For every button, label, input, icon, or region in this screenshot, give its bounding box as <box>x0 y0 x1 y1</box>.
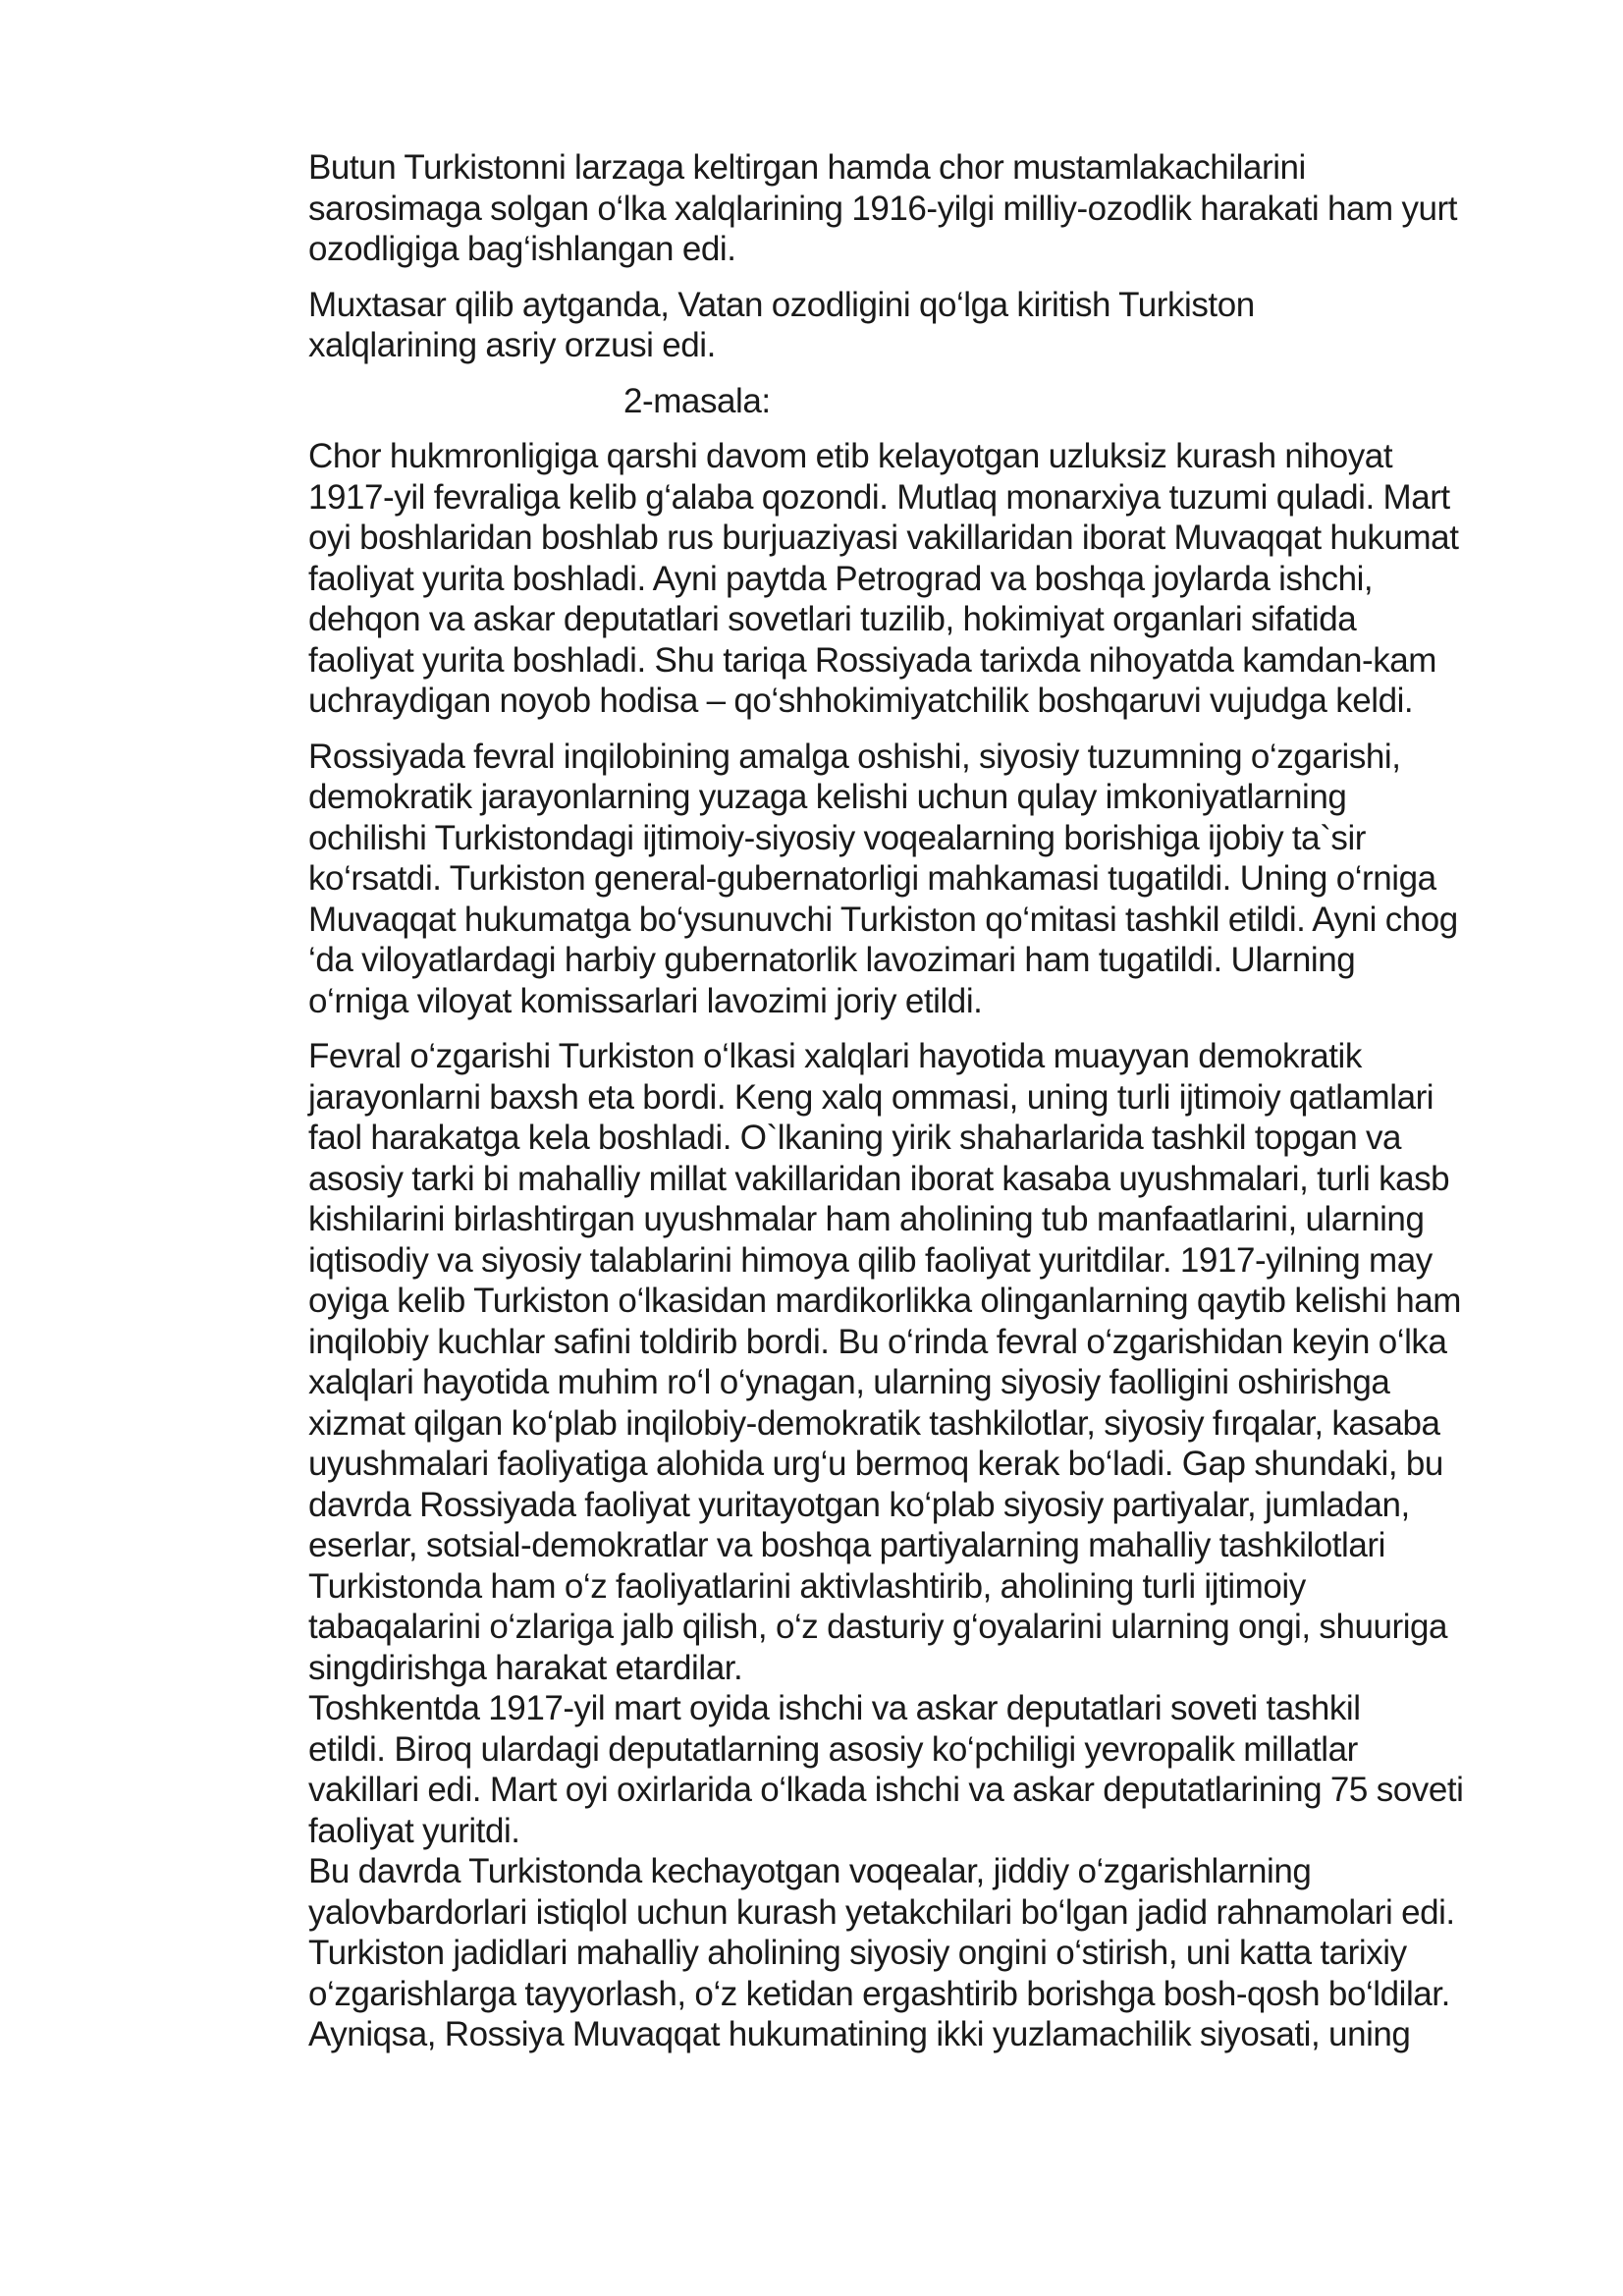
text-line: vakillari edi. Mart oyi oxirlarida o‘lkada ishchi va askar deputatlarining 75 soveti <box>308 1771 1464 1809</box>
text-line: faoliyat yuritdi. <box>308 1811 520 1850</box>
text-line: Turkistonda ham o‘z faoliyatlarini aktivlashtirib, aholining turli ijtimoiy <box>308 1566 1306 1606</box>
text-line: jarayonlarni baxsh eta bordi. Keng xalq ommasi, uning turli ijtimoiy qatlamlari <box>308 1077 1434 1117</box>
text-line: oyiga kelib Turkiston o‘lkasidan mardikorlikka olinganlarning qaytib kelishi ham <box>308 1282 1461 1320</box>
text-line: Muvaqqat hukumatga bo‘ysunuvchi Turkiston qo‘mitasi tashkil etildi. Ayni chog <box>308 900 1458 939</box>
text-line: tabaqalarini o‘zlariga jalb qilish, o‘z dasturiy g‘oyalarini ularning ongi, shuuriga <box>308 1608 1448 1646</box>
text-line: singdirishga harakat etardilar. <box>308 1648 743 1687</box>
text-line: dehqon va askar deputatlari sovetlari tuzilib, hokimiyat organlari sifatida <box>308 600 1357 638</box>
paragraph-summary <box>234 285 1530 366</box>
text-line: ochilishi Turkistondagi ijtimoiy-siyosiy voqealarning borishiga ijobiy ta`sir <box>308 818 1366 857</box>
text-line: eserlar, sotsial-demokratlar va boshqa partiyalarning mahalliy tashkilotlari <box>308 1526 1385 1564</box>
text-line: sarosimaga solgan o‘lka xalqlarining 1916-yilgi milliy-ozodlik harakati ham yurt <box>308 189 1457 228</box>
text-line: asosiy tarki bi mahalliy millat vakillaridan iborat kasaba uyushmalari, turli kasb <box>308 1159 1450 1198</box>
text-line: demokratik jarayonlarning yuzaga kelishi uchun qulay imkoniyatlarning <box>308 778 1347 816</box>
text-line: faoliyat yurita boshladi. Shu tariqa Rossiyada tarixda nihoyatda kamdan-kam <box>308 640 1437 680</box>
text-line: Rossiyada fevral inqilobining amalga oshishi, siyosiy tuzumning o‘zgarishi, <box>308 737 1401 776</box>
paragraph-democratic-processes <box>234 1036 1530 1688</box>
paragraph-jadid-leaders <box>234 1851 1530 2055</box>
text-line: Muxtasar qilib aytganda, Vatan ozodligini qo‘lga kiritish Turkiston <box>308 285 1255 324</box>
heading-text: 2-masala: <box>623 381 771 420</box>
paragraph-1916-uprising <box>234 147 1530 270</box>
text-line: davrda Rossiyada faoliyat yuritayotgan ko‘plab siyosiy partiyalar, jumladan, <box>308 1485 1410 1524</box>
text-line: o‘rniga viloyat komissarlari lavozimi joriy etildi. <box>308 981 983 1020</box>
text-line: iqtisodiy va siyosiy talablarini himoya qilib faoliyat yuritdilar. 1917-yilning may <box>308 1240 1433 1280</box>
text-line: xalqlarining asriy orzusi edi. <box>308 326 716 364</box>
text-line: xizmat qilgan ko‘plab inqilobiy-demokratik tashkilotlar, siyosiy fırqalar, kasaba <box>308 1403 1440 1443</box>
text-line: o‘zgarishlarga tayyorlash, o‘z ketidan ergashtirib borishga bosh-qosh bo‘ldilar. <box>308 1974 1450 2013</box>
text-line: ozodligiga bag‘ishlangan edi. <box>308 230 736 268</box>
text-line: xalqlari hayotida muhim ro‘l o‘ynagan, ularning siyosiy faolligini oshirishga <box>308 1363 1390 1401</box>
text-line: etildi. Biroq ulardagi deputatlarning asosiy ko‘pchiligi yevropalik millatlar <box>308 1729 1358 1769</box>
text-line: inqilobiy kuchlar safini toldirib bordi. Bu o‘rinda fevral o‘zgarishidan keyin o‘lka <box>308 1322 1447 1361</box>
text-line: 1917-yil fevraliga kelib g‘alaba qozondi. Mutlaq monarxiya tuzumi quladi. Mart <box>308 477 1450 517</box>
text-line: Fevral o‘zgarishi Turkiston o‘lkasi xalqlari hayotida muayyan demokratik <box>308 1037 1362 1075</box>
section-heading <box>234 381 1530 422</box>
text-line: Butun Turkistonni larzaga keltirgan hamda chor mustamlakachilarini <box>308 148 1306 187</box>
text-line: yalovbardorlari istiqlol uchun kurash yetakchilari bo‘lgan jadid rahnamolari edi. <box>308 1892 1455 1932</box>
text-line: Chor hukmronligiga qarshi davom etib kelayotgan uzluksiz kurash nihoyat <box>308 437 1393 475</box>
text-line: ko‘rsatdi. Turkiston general-gubernatorligi mahkamasi tugatildi. Uning o‘rniga <box>308 859 1436 898</box>
text-line: faoliyat yurita boshladi. Ayni paytda Petrograd va boshqa joylarda ishchi, <box>308 559 1374 598</box>
paragraph-turkestan-changes <box>234 737 1530 1022</box>
text-line: faol harakatga kela boshladi. O`lkaning yirik shaharlarida tashkil topgan va <box>308 1119 1402 1157</box>
document-page <box>234 147 1530 2055</box>
text-line: Ayniqsa, Rossiya Muvaqqat hukumatining ikki yuzlamachilik siyosati, uning <box>308 2015 1411 2053</box>
text-line: Turkiston jadidlari mahalliy aholining siyosiy ongini o‘stirish, uni katta tarixiy <box>308 1934 1407 1972</box>
text-line: kishilarini birlashtirgan uyushmalar ham aholining tub manfaatlarini, ularning <box>308 1200 1425 1238</box>
text-line: uyushmalari faoliyatiga alohida urg‘u bermoq kerak bo‘ladi. Gap shundaki, bu <box>308 1445 1443 1483</box>
text-line: oyi boshlaridan boshlab rus burjuaziyasi vakillaridan iborat Muvaqqat hukumat <box>308 519 1459 557</box>
paragraph-february-revolution <box>234 436 1530 722</box>
paragraph-tashkent-soviet <box>234 1688 1530 1851</box>
text-line: ‘da viloyatlardagi harbiy gubernatorlik lavozimari ham tugatildi. Ularning <box>308 941 1356 979</box>
text-line: Bu davrda Turkistonda kechayotgan voqealar, jiddiy o‘zgarishlarning <box>308 1852 1312 1890</box>
text-line: uchraydigan noyob hodisa – qo‘shhokimiyatchilik boshqaruvi vujudga keldi. <box>308 682 1414 720</box>
text-line: Toshkentda 1917-yil mart oyida ishchi va askar deputatlari soveti tashkil <box>308 1689 1361 1727</box>
